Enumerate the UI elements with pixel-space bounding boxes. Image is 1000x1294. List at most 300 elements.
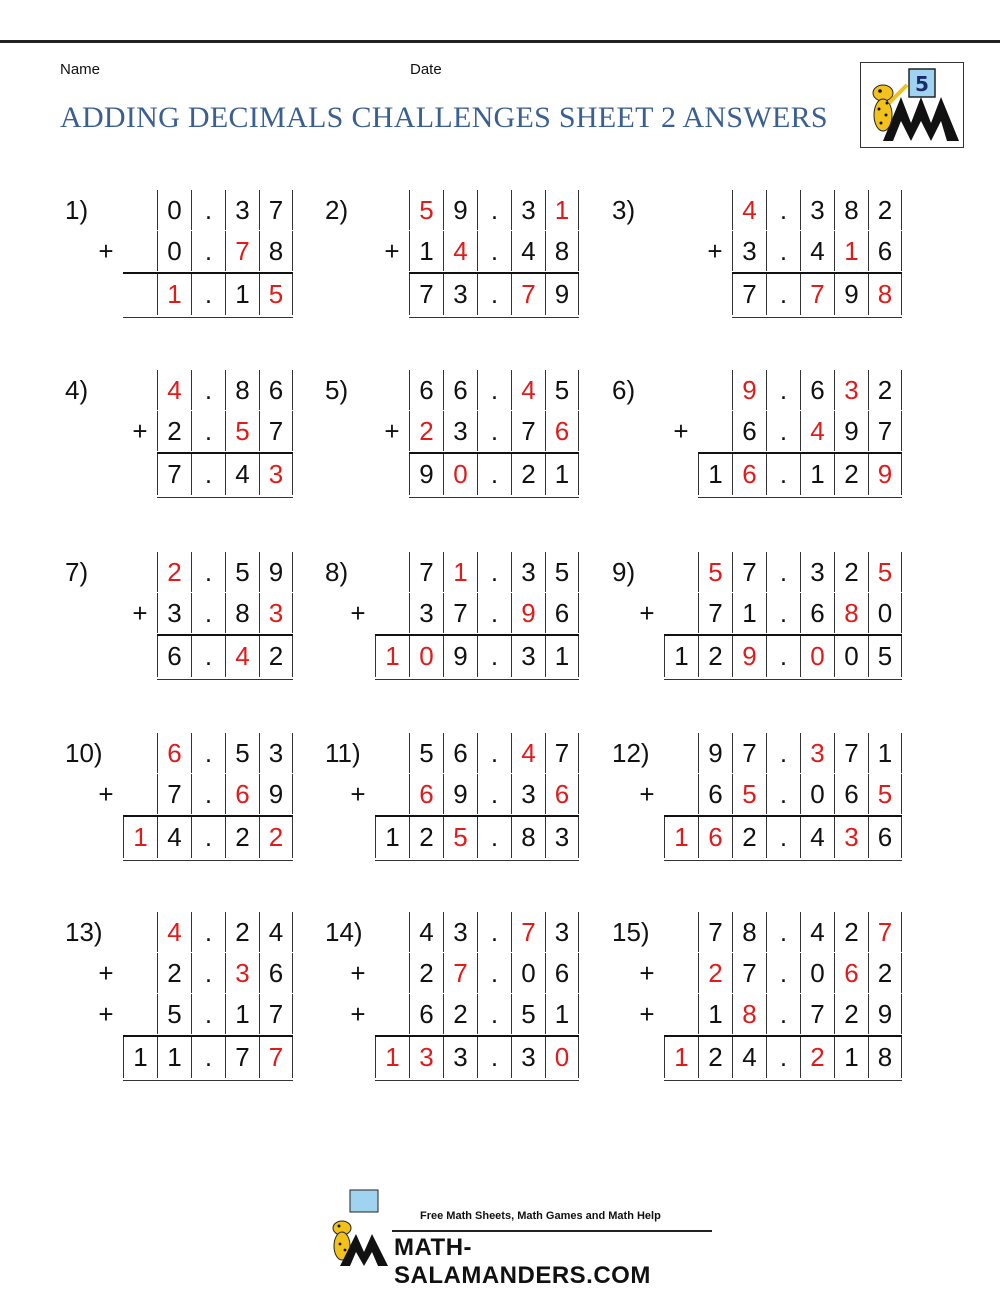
digit-cell: 6	[157, 733, 191, 773]
decimal-point: .	[191, 370, 225, 410]
digit-cell: 1	[225, 994, 259, 1034]
digit-cell: 4	[443, 231, 477, 271]
digit-cell: 1	[732, 593, 766, 633]
digit-cell: 3	[545, 912, 579, 952]
digit-cell	[123, 774, 157, 814]
digit-cell: 2	[868, 953, 902, 993]
addend-row	[123, 190, 293, 230]
digit-cell: 8	[732, 912, 766, 952]
digit-cell: 7	[157, 774, 191, 814]
answer-row	[123, 272, 293, 318]
digit-cell: 3	[732, 231, 766, 271]
digit-cell: 5	[545, 552, 579, 592]
digit-cell: 4	[800, 912, 834, 952]
digit-cell: 1	[157, 274, 191, 315]
addend-row	[664, 552, 902, 592]
addend-row	[375, 953, 579, 993]
digit-cell: 7	[157, 454, 191, 495]
digit-cell: 5	[157, 994, 191, 1034]
digit-cell: 6	[868, 231, 902, 271]
digit-cell: 7	[511, 912, 545, 952]
decimal-point: .	[477, 552, 511, 592]
decimal-point: .	[766, 370, 800, 410]
digit-cell: 1	[834, 231, 868, 271]
problem-number: 13)	[65, 917, 103, 947]
problem-1	[65, 190, 294, 319]
decimal-point: .	[191, 912, 225, 952]
digit-cell: 3	[157, 593, 191, 633]
decimal-point: .	[477, 774, 511, 814]
answer-row	[123, 815, 293, 861]
decimal-point: .	[766, 231, 800, 271]
decimal-point: .	[477, 411, 511, 451]
digit-cell	[664, 912, 698, 952]
digit-cell: 4	[157, 912, 191, 952]
digit-cell: 3	[225, 953, 259, 993]
digit-cell	[698, 411, 732, 451]
digit-cell: 0	[800, 953, 834, 993]
digit-cell: 8	[868, 274, 902, 315]
digit-cell: 9	[409, 454, 443, 495]
digit-cell: 4	[732, 1037, 766, 1078]
addend-row	[664, 593, 902, 633]
decimal-point: .	[191, 1037, 225, 1078]
digit-cell: 1	[443, 552, 477, 592]
digit-cell: 3	[409, 593, 443, 633]
digit-cell: 9	[259, 774, 293, 814]
plus-sign: +	[98, 958, 114, 988]
problem-number: 12)	[612, 738, 650, 768]
decimal-point: .	[766, 912, 800, 952]
digit-cell	[375, 552, 409, 592]
digit-cell: 8	[732, 994, 766, 1034]
problem-7	[65, 552, 294, 681]
footer-tagline: Free Math Sheets, Math Games and Math Help	[420, 1210, 661, 1222]
digit-cell	[664, 953, 698, 993]
digit-cell: 5	[409, 733, 443, 773]
digit-cell: 3	[259, 593, 293, 633]
digit-cell	[123, 190, 157, 230]
digit-cell: 3	[259, 733, 293, 773]
digit-cell: 0	[443, 454, 477, 495]
digit-cell: 6	[443, 733, 477, 773]
digit-cell: 9	[259, 552, 293, 592]
digit-cell: 1	[664, 636, 698, 677]
plus-sign: +	[350, 779, 366, 809]
decimal-point: .	[766, 190, 800, 230]
date-label: Date	[410, 61, 442, 78]
digit-cell: 1	[545, 636, 579, 677]
decimal-point: .	[191, 593, 225, 633]
digit-cell: 8	[259, 231, 293, 271]
digit-cell: 7	[259, 994, 293, 1034]
digit-cell: 6	[868, 817, 902, 858]
addend-row	[664, 774, 902, 814]
digit-cell: 6	[225, 774, 259, 814]
answer-row	[664, 815, 902, 861]
page-title: ADDING DECIMALS CHALLENGES SHEET 2 ANSWERS	[60, 101, 828, 134]
decimal-point: .	[766, 636, 800, 677]
digit-cell: 3	[511, 774, 545, 814]
digit-cell: 9	[834, 274, 868, 315]
answer-row	[409, 452, 579, 498]
digit-cell: 2	[698, 636, 732, 677]
addend-row	[123, 912, 293, 952]
problem-3	[612, 190, 903, 319]
digit-cell: 7	[409, 274, 443, 315]
digit-cell: 2	[225, 912, 259, 952]
answer-row	[664, 1035, 902, 1081]
decimal-point: .	[191, 411, 225, 451]
name-label: Name	[60, 61, 101, 78]
digit-cell: 0	[868, 593, 902, 633]
digit-cell	[375, 953, 409, 993]
digit-cell: 1	[225, 274, 259, 315]
digit-cell: 2	[800, 1037, 834, 1078]
plus-sign: +	[98, 999, 114, 1029]
digit-cell: 9	[443, 190, 477, 230]
digit-cell: 6	[545, 411, 579, 451]
problem-number: 7)	[65, 557, 89, 587]
digit-cell: 4	[732, 190, 766, 230]
digit-cell: 2	[732, 817, 766, 858]
decimal-point: .	[766, 953, 800, 993]
digit-cell: 7	[545, 733, 579, 773]
digit-cell: 2	[409, 953, 443, 993]
digit-cell: 8	[868, 1037, 902, 1078]
digit-cell: 5	[868, 552, 902, 592]
digit-cell: 4	[800, 411, 834, 451]
footer-site-name: MATH-SALAMANDERS.COM	[394, 1234, 651, 1289]
digit-cell: 1	[698, 454, 732, 495]
salamander-logo	[860, 62, 964, 148]
digit-cell: 3	[409, 1037, 443, 1078]
decimal-point: .	[766, 454, 800, 495]
digit-cell: 7	[834, 733, 868, 773]
problem-number: 1)	[65, 195, 89, 225]
decimal-point: .	[766, 274, 800, 315]
digit-cell: 6	[698, 817, 732, 858]
footer-divider	[392, 1230, 712, 1232]
digit-cell: 5	[225, 552, 259, 592]
digit-cell: 2	[157, 411, 191, 451]
problem-number: 11)	[325, 738, 361, 768]
digit-cell: 5	[259, 274, 293, 315]
problem-number: 6)	[612, 375, 636, 405]
plus-sign: +	[350, 958, 366, 988]
addend-row	[732, 231, 902, 271]
digit-cell: 8	[225, 370, 259, 410]
decimal-point: .	[766, 593, 800, 633]
problem-number: 5)	[325, 375, 349, 405]
digit-cell: 8	[511, 817, 545, 858]
footer-branding	[322, 1188, 712, 1289]
problem-number: 14)	[325, 917, 363, 947]
digit-cell: 7	[511, 411, 545, 451]
plus-sign: +	[639, 779, 655, 809]
decimal-point: .	[477, 1037, 511, 1078]
decimal-point: .	[477, 274, 511, 315]
problem-13	[65, 912, 294, 1082]
plus-sign: +	[384, 236, 400, 266]
plus-sign: +	[98, 236, 114, 266]
digit-cell: 6	[732, 411, 766, 451]
digit-cell: 2	[259, 636, 293, 677]
decimal-point: .	[477, 370, 511, 410]
digit-cell: 3	[259, 454, 293, 495]
digit-cell: 9	[732, 636, 766, 677]
digit-cell: 7	[698, 912, 732, 952]
digit-cell	[375, 774, 409, 814]
decimal-point: .	[477, 593, 511, 633]
addend-row	[664, 953, 902, 993]
digit-cell: 6	[834, 953, 868, 993]
digit-cell: 2	[259, 817, 293, 858]
digit-cell	[123, 231, 157, 271]
addend-row	[732, 190, 902, 230]
addend-row	[157, 552, 293, 592]
digit-cell: 9	[732, 370, 766, 410]
digit-cell: 6	[409, 774, 443, 814]
digit-cell: 2	[511, 454, 545, 495]
digit-cell: 1	[123, 817, 157, 858]
digit-cell: 3	[225, 190, 259, 230]
digit-cell	[123, 274, 157, 315]
problem-number: 10)	[65, 738, 103, 768]
digit-cell: 7	[225, 231, 259, 271]
digit-cell: 4	[511, 733, 545, 773]
digit-cell: 7	[259, 190, 293, 230]
answer-row	[157, 452, 293, 498]
digit-cell: 8	[834, 190, 868, 230]
plus-sign: +	[707, 236, 723, 266]
addend-row	[123, 231, 293, 271]
addend-row	[664, 733, 902, 773]
problem-2	[325, 190, 580, 319]
digit-cell: 8	[225, 593, 259, 633]
digit-cell: 9	[545, 274, 579, 315]
problem-8	[325, 552, 580, 681]
digit-cell: 6	[800, 593, 834, 633]
digit-cell: 2	[157, 953, 191, 993]
digit-cell: 5	[511, 994, 545, 1034]
digit-cell: 2	[225, 817, 259, 858]
decimal-point: .	[191, 190, 225, 230]
digit-cell: 5	[225, 733, 259, 773]
digit-cell: 4	[800, 231, 834, 271]
digit-cell: 2	[834, 912, 868, 952]
digit-cell: 1	[375, 1037, 409, 1078]
plus-sign: +	[639, 598, 655, 628]
problem-number: 15)	[612, 917, 650, 947]
digit-cell: 8	[834, 593, 868, 633]
digit-cell: 2	[868, 190, 902, 230]
digit-cell: 6	[698, 774, 732, 814]
answer-row	[375, 1035, 579, 1081]
digit-cell: 7	[732, 953, 766, 993]
plus-sign: +	[132, 598, 148, 628]
digit-cell: 1	[375, 817, 409, 858]
digit-cell: 5	[545, 370, 579, 410]
digit-cell: 7	[868, 912, 902, 952]
decimal-point: .	[477, 733, 511, 773]
addend-row	[375, 733, 579, 773]
digit-cell	[375, 994, 409, 1034]
digit-cell	[664, 774, 698, 814]
digit-cell: 7	[511, 274, 545, 315]
addend-row	[123, 774, 293, 814]
digit-cell: 7	[868, 411, 902, 451]
digit-cell: 7	[409, 552, 443, 592]
problem-4	[65, 370, 294, 499]
digit-cell: 6	[157, 636, 191, 677]
digit-cell: 7	[800, 274, 834, 315]
problem-number: 4)	[65, 375, 89, 405]
digit-cell: 2	[409, 817, 443, 858]
digit-cell: 3	[800, 552, 834, 592]
digit-cell: 6	[545, 774, 579, 814]
digit-cell: 7	[732, 733, 766, 773]
decimal-point: .	[191, 231, 225, 271]
answer-row	[157, 634, 293, 680]
digit-cell: 1	[545, 454, 579, 495]
decimal-point: .	[191, 274, 225, 315]
digit-cell	[664, 593, 698, 633]
digit-cell: 3	[511, 190, 545, 230]
problem-10	[65, 733, 294, 862]
digit-cell: 2	[834, 552, 868, 592]
digit-cell: 5	[732, 774, 766, 814]
digit-cell: 1	[664, 817, 698, 858]
digit-cell	[123, 912, 157, 952]
digit-cell: 0	[800, 636, 834, 677]
decimal-point: .	[191, 733, 225, 773]
decimal-point: .	[477, 912, 511, 952]
decimal-point: .	[477, 454, 511, 495]
digit-cell: 6	[409, 994, 443, 1034]
answer-row	[698, 452, 902, 498]
digit-cell: 0	[511, 953, 545, 993]
digit-cell: 1	[664, 1037, 698, 1078]
plus-sign: +	[350, 598, 366, 628]
digit-cell: 0	[800, 774, 834, 814]
decimal-point: .	[191, 817, 225, 858]
addend-row	[698, 370, 902, 410]
decimal-point: .	[477, 231, 511, 271]
digit-cell: 5	[698, 552, 732, 592]
decimal-point: .	[766, 817, 800, 858]
addend-row	[409, 190, 579, 230]
footer-logo-icon	[322, 1188, 392, 1268]
digit-cell: 4	[259, 912, 293, 952]
addend-row	[157, 411, 293, 451]
digit-cell: 4	[225, 454, 259, 495]
addend-row	[375, 774, 579, 814]
addend-row	[375, 912, 579, 952]
problem-5	[325, 370, 580, 499]
digit-cell: 1	[545, 994, 579, 1034]
plus-sign: +	[350, 999, 366, 1029]
digit-cell: 9	[834, 411, 868, 451]
answer-row	[123, 1035, 293, 1081]
addend-row	[375, 552, 579, 592]
digit-cell: 1	[545, 190, 579, 230]
addend-row	[664, 912, 902, 952]
addend-row	[123, 994, 293, 1034]
digit-cell: 3	[545, 817, 579, 858]
decimal-point: .	[766, 994, 800, 1034]
digit-cell: 7	[698, 593, 732, 633]
digit-cell: 1	[800, 454, 834, 495]
digit-cell: 7	[259, 1037, 293, 1078]
plus-sign: +	[673, 416, 689, 446]
digit-cell: 2	[443, 994, 477, 1034]
digit-cell: 3	[443, 912, 477, 952]
problem-number: 9)	[612, 557, 636, 587]
digit-cell	[664, 552, 698, 592]
digit-cell: 4	[225, 636, 259, 677]
digit-cell: 6	[800, 370, 834, 410]
digit-cell: 1	[157, 1037, 191, 1078]
digit-cell: 3	[834, 370, 868, 410]
addend-row	[375, 994, 579, 1034]
plus-sign: +	[98, 779, 114, 809]
decimal-point: .	[766, 552, 800, 592]
digit-cell: 2	[698, 1037, 732, 1078]
digit-cell: 2	[834, 994, 868, 1034]
addend-row	[664, 994, 902, 1034]
addend-row	[409, 370, 579, 410]
digit-cell: 8	[545, 231, 579, 271]
digit-cell: 6	[834, 774, 868, 814]
problem-15	[612, 912, 903, 1082]
plus-sign: +	[132, 416, 148, 446]
decimal-point: .	[191, 994, 225, 1034]
addend-row	[375, 593, 579, 633]
digit-cell: 5	[225, 411, 259, 451]
addend-row	[409, 411, 579, 451]
problem-number: 3)	[612, 195, 636, 225]
digit-cell: 3	[443, 274, 477, 315]
decimal-point: .	[477, 190, 511, 230]
top-rule	[0, 40, 1000, 43]
digit-cell: 7	[800, 994, 834, 1034]
digit-cell: 7	[259, 411, 293, 451]
decimal-point: .	[191, 454, 225, 495]
decimal-point: .	[191, 552, 225, 592]
digit-cell: 6	[409, 370, 443, 410]
digit-cell: 3	[834, 817, 868, 858]
plus-sign: +	[639, 958, 655, 988]
digit-cell: 5	[443, 817, 477, 858]
digit-cell: 0	[157, 231, 191, 271]
digit-cell: 3	[800, 190, 834, 230]
plus-sign: +	[639, 999, 655, 1029]
digit-cell	[375, 733, 409, 773]
digit-cell: 4	[511, 231, 545, 271]
digit-cell: 6	[545, 953, 579, 993]
digit-cell: 7	[443, 953, 477, 993]
digit-cell: 7	[443, 593, 477, 633]
addend-row	[698, 411, 902, 451]
digit-cell: 7	[732, 274, 766, 315]
digit-cell: 5	[409, 190, 443, 230]
logo-number: 5	[915, 72, 929, 96]
digit-cell: 7	[225, 1037, 259, 1078]
problem-number: 2)	[325, 195, 349, 225]
problem-number: 8)	[325, 557, 349, 587]
digit-cell: 2	[868, 370, 902, 410]
